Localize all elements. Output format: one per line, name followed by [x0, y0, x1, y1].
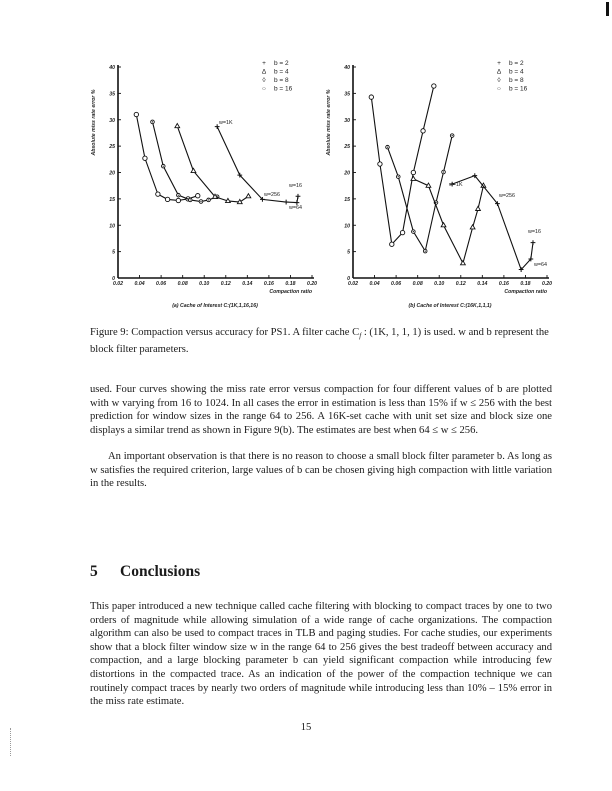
legend	[497, 60, 528, 93]
x-tick-label: 0.12	[455, 281, 466, 287]
page-number: 15	[300, 722, 312, 733]
x-tick-label: 0.18	[520, 281, 531, 287]
y-tick-label: 30	[344, 117, 350, 124]
annotation-w-16: w=16	[289, 183, 303, 189]
series-b2	[450, 173, 536, 272]
circle-marker	[421, 129, 425, 133]
margin-dots	[10, 728, 11, 756]
y-tick-label: 15	[109, 196, 115, 203]
y-tick-label: 35	[109, 91, 115, 98]
legend-label: b = 16	[274, 85, 293, 93]
y-tick-label: 35	[344, 91, 350, 98]
legend-label: b = 16	[509, 85, 528, 93]
y-tick-label: 25	[344, 144, 350, 151]
paragraph-2	[90, 450, 552, 491]
annotation-w-64: w=64	[534, 262, 548, 268]
figure-caption	[90, 326, 552, 357]
x-tick-label: 0.02	[112, 281, 124, 287]
y-tick-label: 10	[109, 223, 115, 230]
legend-marker-icon: ○	[262, 85, 266, 93]
plus-marker	[531, 240, 536, 245]
caption-rest: : (1K, 1, 1, 1) is used. w and b represent the block filter parameters.	[90, 327, 549, 356]
triangle-marker	[441, 223, 446, 227]
triangle-marker	[411, 176, 416, 180]
chart-b-plot	[0, 0, 612, 330]
section-title: Conclusions	[120, 563, 201, 580]
y-tick-label: 0	[112, 276, 115, 282]
x-tick-label: 0.02	[347, 281, 359, 287]
annotation-w-64: w=64	[289, 205, 303, 211]
caption-text: Compaction versus accuracy for PS1. A filter cache C	[131, 327, 360, 338]
annotation-w-1k: w=1K	[449, 182, 463, 188]
legend-marker-icon: +	[262, 60, 266, 67]
chart-b	[0, 0, 612, 330]
legend-label: b = 4	[509, 68, 524, 76]
legend-label: b = 2	[274, 60, 289, 67]
y-tick-label: 5	[112, 249, 115, 256]
circle-marker	[432, 84, 436, 88]
y-axis-label: Absolute miss rate error %	[326, 89, 332, 156]
y-tick-label: 0	[347, 276, 350, 282]
y-tick-label: 15	[344, 196, 350, 203]
legend-marker-icon: ◊	[497, 77, 501, 84]
x-tick-label: 0.04	[369, 281, 380, 287]
x-tick-label: 0.20	[306, 281, 318, 287]
series-b8	[386, 134, 454, 253]
triangle-marker	[476, 206, 481, 210]
legend-label: b = 2	[509, 60, 524, 67]
conclusions-paragraph: This paper introduced a new technique called cache filtering with blocking to compact traces by one to two orders of magnitude while allowing simulation of a wide range of cache organizations. The compaction algorithm can also be used to compact traces in TLB and paging studies. For cache studies, our experiments show that a block filter window size w in the range 64 to 256 gives the best tradeoff between accuracy and compaction, and a large blocking parameter b can yield significant compaction while introducing few distortions in the compacted trace. As an indication of the power of the compaction technique we can routinely compact traces by nearly two orders of magnitude while introducing less than 10% – 15% error in the miss rate estimate.	[90, 601, 552, 708]
caption-subscript: f	[359, 332, 362, 341]
x-tick-label: 0.14	[242, 281, 253, 287]
series-b4	[411, 176, 486, 265]
legend-label: b = 4	[274, 68, 289, 76]
y-tick-label: 10	[344, 223, 350, 230]
series-b16	[369, 84, 436, 247]
legend-marker-icon: ○	[497, 85, 501, 93]
legend-marker-icon: ◊	[262, 77, 266, 84]
circle-marker	[390, 242, 394, 246]
legend-marker-icon: Δ	[261, 68, 267, 76]
legend-marker-icon: Δ	[496, 68, 502, 76]
chart-subcaption: (a) Cache of Interest C:(1K,1,16,16)	[172, 303, 258, 309]
y-axis-label: Absolute miss rate error %	[91, 89, 97, 156]
paragraph-1: used. Four curves showing the miss rate error versus compaction for four different values of b are plotted with w varying from 16 to 1024. In all cases the error in estimation is less than 15% if w ≤ 256 with the best prediction for window sizes in the range 64 to 256. A 16K-set cache with unit set size and block size one displays a similar trend as shown in Figure 9(b). The estimates are best when 64 ≤ w ≤ 256.	[90, 384, 552, 436]
x-tick-label: 0.08	[412, 281, 423, 287]
y-tick-label: 5	[347, 249, 350, 256]
x-tick-label: 0.14	[477, 281, 488, 287]
x-tick-label: 0.08	[177, 281, 188, 287]
x-tick-label: 0.12	[220, 281, 231, 287]
x-tick-label: 0.10	[199, 281, 210, 287]
x-tick-label: 0.10	[434, 281, 445, 287]
legend-label: b = 8	[509, 77, 524, 84]
y-tick-label: 30	[109, 117, 115, 124]
legend-marker-icon: +	[497, 60, 501, 67]
annotation-w-256: w=256	[499, 193, 516, 199]
triangle-marker	[461, 261, 466, 265]
triangle-marker	[426, 183, 431, 187]
circle-marker	[400, 230, 404, 234]
section-heading	[90, 563, 200, 581]
y-tick-label: 25	[109, 144, 115, 151]
annotation-w-1k: w=1K	[219, 120, 233, 126]
x-tick-label: 0.04	[134, 281, 145, 287]
x-axis-label: Compaction ratio	[504, 289, 547, 295]
caption-prefix: Figure 9:	[90, 327, 129, 338]
section-number: 5	[90, 563, 98, 580]
x-tick-label: 0.06	[391, 281, 402, 287]
circle-marker	[369, 95, 373, 99]
x-tick-label: 0.18	[285, 281, 296, 287]
circle-marker	[411, 170, 415, 174]
y-tick-label: 20	[109, 170, 115, 177]
legend-label: b = 8	[274, 77, 289, 84]
triangle-marker	[470, 225, 475, 229]
paragraph-2-text: An important observation is that there is no reason to choose a small block filter parameter b. As long as w satisfies the required criterion, large values of b can be chosen giving high compaction with little variation in the results.	[90, 451, 552, 490]
y-tick-label: 40	[109, 65, 115, 71]
y-tick-label: 20	[344, 170, 350, 177]
annotation-w-256: w=256	[264, 192, 281, 198]
x-tick-label: 0.20	[541, 281, 553, 287]
x-tick-label: 0.06	[156, 281, 167, 287]
circle-marker	[378, 162, 382, 166]
y-tick-label: 40	[344, 65, 350, 71]
chart-subcaption: (b) Cache of Interest C:(16K,1,1,1)	[408, 303, 492, 309]
x-tick-label: 0.16	[498, 281, 509, 287]
x-tick-label: 0.16	[263, 281, 274, 287]
x-axis-label: Compaction ratio	[269, 289, 312, 295]
annotation-w-16: w=16	[528, 229, 542, 235]
